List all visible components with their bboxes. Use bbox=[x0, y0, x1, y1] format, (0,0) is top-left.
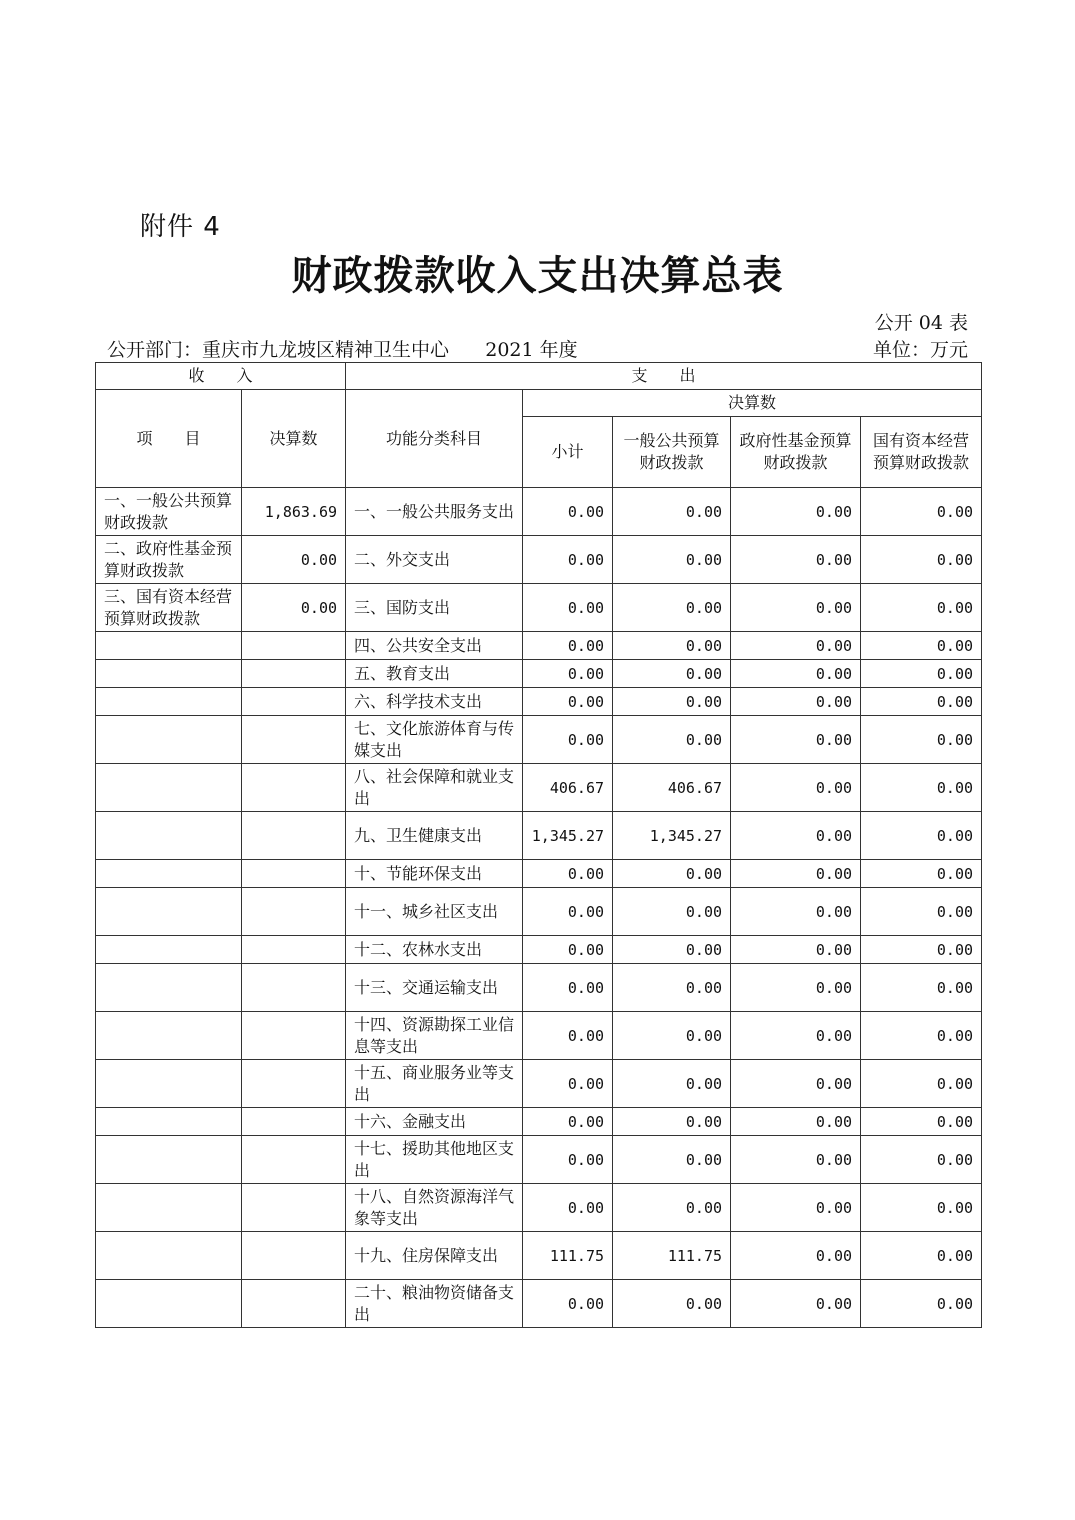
table-row bbox=[96, 764, 982, 812]
subtotal-cell: 0.00 bbox=[523, 860, 613, 888]
subtotal-header: 小计 bbox=[523, 417, 613, 488]
capital-budget-cell: 0.00 bbox=[861, 660, 982, 688]
fund-budget-cell: 0.00 bbox=[731, 660, 861, 688]
general-budget-cell: 0.00 bbox=[613, 964, 731, 1012]
table-row bbox=[96, 584, 982, 632]
function-item-cell: 十六、金融支出 bbox=[346, 1108, 523, 1136]
income-item-cell: 二、政府性基金预算财政拨款 bbox=[96, 536, 242, 584]
income-item-cell bbox=[96, 964, 242, 1012]
subtotal-cell: 111.75 bbox=[523, 1232, 613, 1280]
function-item-cell: 七、文化旅游体育与传媒支出 bbox=[346, 716, 523, 764]
general-budget-cell: 0.00 bbox=[613, 584, 731, 632]
fund-budget-cell: 0.00 bbox=[731, 860, 861, 888]
income-item-cell bbox=[96, 688, 242, 716]
fund-budget-cell: 0.00 bbox=[731, 964, 861, 1012]
table-row bbox=[96, 1108, 982, 1136]
income-item-cell bbox=[96, 860, 242, 888]
function-item-cell: 四、公共安全支出 bbox=[346, 632, 523, 660]
fund-budget-cell: 0.00 bbox=[731, 888, 861, 936]
fund-budget-cell: 0.00 bbox=[731, 1280, 861, 1328]
capital-budget-cell: 0.00 bbox=[861, 1060, 982, 1108]
function-header: 功能分类科目 bbox=[346, 390, 523, 488]
subtotal-cell: 0.00 bbox=[523, 488, 613, 536]
subtotal-cell: 1,345.27 bbox=[523, 812, 613, 860]
function-item-cell: 十四、资源勘探工业信息等支出 bbox=[346, 1012, 523, 1060]
table-row bbox=[96, 1184, 982, 1232]
fund-budget-cell: 0.00 bbox=[731, 716, 861, 764]
general-budget-cell: 0.00 bbox=[613, 1184, 731, 1232]
income-amount-cell: 1,863.69 bbox=[242, 488, 346, 536]
form-number: 公开 04 表 bbox=[874, 312, 968, 334]
function-item-cell: 十五、商业服务业等支出 bbox=[346, 1060, 523, 1108]
fund-budget-cell: 0.00 bbox=[731, 764, 861, 812]
general-budget-cell: 0.00 bbox=[613, 660, 731, 688]
income-item-cell bbox=[96, 1060, 242, 1108]
subtotal-cell: 0.00 bbox=[523, 1108, 613, 1136]
function-item-cell: 二、外交支出 bbox=[346, 536, 523, 584]
capital-budget-cell: 0.00 bbox=[861, 1108, 982, 1136]
function-item-cell: 二十、粮油物资储备支出 bbox=[346, 1280, 523, 1328]
income-amount-cell bbox=[242, 1136, 346, 1184]
fund-budget-cell: 0.00 bbox=[731, 1184, 861, 1232]
general-budget-cell: 0.00 bbox=[613, 716, 731, 764]
table-row bbox=[96, 1232, 982, 1280]
fund-budget-cell: 0.00 bbox=[731, 812, 861, 860]
income-amount-cell: 0.00 bbox=[242, 584, 346, 632]
general-budget-cell: 0.00 bbox=[613, 1060, 731, 1108]
subtotal-cell: 0.00 bbox=[523, 584, 613, 632]
function-item-cell: 六、科学技术支出 bbox=[346, 688, 523, 716]
subtotal-cell: 0.00 bbox=[523, 1136, 613, 1184]
fund-budget-cell: 0.00 bbox=[731, 488, 861, 536]
function-item-cell: 十二、农林水支出 bbox=[346, 936, 523, 964]
table-row bbox=[96, 936, 982, 964]
subtotal-cell: 0.00 bbox=[523, 1280, 613, 1328]
table-row bbox=[96, 1060, 982, 1108]
income-amount-cell bbox=[242, 964, 346, 1012]
general-budget-cell: 0.00 bbox=[613, 936, 731, 964]
capital-budget-cell: 0.00 bbox=[861, 888, 982, 936]
general-budget-cell: 0.00 bbox=[613, 688, 731, 716]
income-item-cell bbox=[96, 1280, 242, 1328]
capital-budget-cell: 0.00 bbox=[861, 488, 982, 536]
income-item-cell bbox=[96, 1232, 242, 1280]
function-item-cell: 十八、自然资源海洋气象等支出 bbox=[346, 1184, 523, 1232]
capital-budget-cell: 0.00 bbox=[861, 1280, 982, 1328]
capital-budget-cell: 0.00 bbox=[861, 1232, 982, 1280]
general-budget-cell: 0.00 bbox=[613, 1136, 731, 1184]
income-amount-cell bbox=[242, 1012, 346, 1060]
income-amount-cell bbox=[242, 716, 346, 764]
unit-label: 单位：万元 bbox=[872, 339, 968, 361]
department-line: 公开部门：重庆市九龙坡区精神卫生中心 2021 年度 bbox=[107, 339, 578, 361]
subtotal-cell: 0.00 bbox=[523, 688, 613, 716]
capital-budget-cell: 0.00 bbox=[861, 632, 982, 660]
subtotal-cell: 0.00 bbox=[523, 936, 613, 964]
subtotal-cell: 0.00 bbox=[523, 1184, 613, 1232]
general-budget-cell: 406.67 bbox=[613, 764, 731, 812]
subtotal-cell: 0.00 bbox=[523, 536, 613, 584]
income-amount-cell: 0.00 bbox=[242, 536, 346, 584]
function-item-cell: 十九、住房保障支出 bbox=[346, 1232, 523, 1280]
income-item-cell bbox=[96, 1012, 242, 1060]
final-header: 决算数 bbox=[523, 390, 982, 417]
fund-budget-cell: 0.00 bbox=[731, 1232, 861, 1280]
subtotal-cell: 0.00 bbox=[523, 964, 613, 1012]
general-budget-cell: 0.00 bbox=[613, 888, 731, 936]
fund-budget-cell: 0.00 bbox=[731, 584, 861, 632]
subtotal-cell: 0.00 bbox=[523, 1012, 613, 1060]
amount-header: 决算数 bbox=[242, 390, 346, 488]
income-amount-cell bbox=[242, 936, 346, 964]
income-amount-cell bbox=[242, 860, 346, 888]
table-row bbox=[96, 536, 982, 584]
function-item-cell: 十、节能环保支出 bbox=[346, 860, 523, 888]
general-budget-cell: 0.00 bbox=[613, 536, 731, 584]
general-budget-cell: 0.00 bbox=[613, 488, 731, 536]
subtotal-cell: 406.67 bbox=[523, 764, 613, 812]
fund-budget-header: 政府性基金预算财政拨款 bbox=[731, 417, 861, 488]
function-item-cell: 五、教育支出 bbox=[346, 660, 523, 688]
table-row bbox=[96, 1012, 982, 1060]
income-amount-cell bbox=[242, 1184, 346, 1232]
capital-budget-cell: 0.00 bbox=[861, 860, 982, 888]
table-row bbox=[96, 964, 982, 1012]
general-budget-cell: 0.00 bbox=[613, 1012, 731, 1060]
capital-budget-cell: 0.00 bbox=[861, 1136, 982, 1184]
function-item-cell: 三、国防支出 bbox=[346, 584, 523, 632]
income-amount-cell bbox=[242, 764, 346, 812]
subtotal-cell: 0.00 bbox=[523, 632, 613, 660]
capital-budget-cell: 0.00 bbox=[861, 584, 982, 632]
income-amount-cell bbox=[242, 660, 346, 688]
income-amount-cell bbox=[242, 1280, 346, 1328]
general-budget-cell: 0.00 bbox=[613, 632, 731, 660]
table-row bbox=[96, 860, 982, 888]
function-item-cell: 十一、城乡社区支出 bbox=[346, 888, 523, 936]
item-header: 项 目 bbox=[96, 390, 242, 488]
income-item-cell: 三、国有资本经营预算财政拨款 bbox=[96, 584, 242, 632]
attachment-label: 附件 4 bbox=[140, 212, 221, 242]
subtotal-cell: 0.00 bbox=[523, 716, 613, 764]
income-item-cell bbox=[96, 1184, 242, 1232]
table-row bbox=[96, 488, 982, 536]
capital-budget-header: 国有资本经营预算财政拨款 bbox=[861, 417, 982, 488]
table-row bbox=[96, 888, 982, 936]
income-amount-cell bbox=[242, 1232, 346, 1280]
capital-budget-cell: 0.00 bbox=[861, 936, 982, 964]
capital-budget-cell: 0.00 bbox=[861, 1012, 982, 1060]
income-amount-cell bbox=[242, 1108, 346, 1136]
income-item-cell bbox=[96, 888, 242, 936]
general-budget-cell: 111.75 bbox=[613, 1232, 731, 1280]
income-item-cell bbox=[96, 812, 242, 860]
fund-budget-cell: 0.00 bbox=[731, 1136, 861, 1184]
income-item-cell bbox=[96, 660, 242, 688]
income-item-cell bbox=[96, 1108, 242, 1136]
general-budget-cell: 0.00 bbox=[613, 860, 731, 888]
table-row bbox=[96, 716, 982, 764]
function-item-cell: 十三、交通运输支出 bbox=[346, 964, 523, 1012]
fund-budget-cell: 0.00 bbox=[731, 1060, 861, 1108]
fund-budget-cell: 0.00 bbox=[731, 632, 861, 660]
header-row-1 bbox=[96, 363, 982, 390]
table-row bbox=[96, 1136, 982, 1184]
function-item-cell: 九、卫生健康支出 bbox=[346, 812, 523, 860]
general-budget-header: 一般公共预算财政拨款 bbox=[613, 417, 731, 488]
general-budget-cell: 0.00 bbox=[613, 1280, 731, 1328]
capital-budget-cell: 0.00 bbox=[861, 812, 982, 860]
expense-header: 支 出 bbox=[346, 363, 982, 390]
income-item-cell: 一、一般公共预算财政拨款 bbox=[96, 488, 242, 536]
capital-budget-cell: 0.00 bbox=[861, 716, 982, 764]
income-amount-cell bbox=[242, 632, 346, 660]
subtotal-cell: 0.00 bbox=[523, 888, 613, 936]
general-budget-cell: 1,345.27 bbox=[613, 812, 731, 860]
header-row-2 bbox=[96, 390, 982, 417]
income-amount-cell bbox=[242, 1060, 346, 1108]
table-row bbox=[96, 660, 982, 688]
function-item-cell: 一、一般公共服务支出 bbox=[346, 488, 523, 536]
income-item-cell bbox=[96, 936, 242, 964]
fund-budget-cell: 0.00 bbox=[731, 936, 861, 964]
capital-budget-cell: 0.00 bbox=[861, 536, 982, 584]
budget-table bbox=[95, 362, 982, 1328]
income-item-cell bbox=[96, 1136, 242, 1184]
table-row bbox=[96, 632, 982, 660]
fund-budget-cell: 0.00 bbox=[731, 536, 861, 584]
function-item-cell: 十七、援助其他地区支出 bbox=[346, 1136, 523, 1184]
income-amount-cell bbox=[242, 688, 346, 716]
capital-budget-cell: 0.00 bbox=[861, 964, 982, 1012]
income-item-cell bbox=[96, 716, 242, 764]
page-title: 财政拨款收入支出决算总表 bbox=[291, 252, 784, 299]
income-header: 收 入 bbox=[96, 363, 346, 390]
subtotal-cell: 0.00 bbox=[523, 660, 613, 688]
income-amount-cell bbox=[242, 812, 346, 860]
table-row bbox=[96, 1280, 982, 1328]
fund-budget-cell: 0.00 bbox=[731, 1012, 861, 1060]
table-row bbox=[96, 812, 982, 860]
income-item-cell bbox=[96, 632, 242, 660]
fund-budget-cell: 0.00 bbox=[731, 688, 861, 716]
capital-budget-cell: 0.00 bbox=[861, 1184, 982, 1232]
income-amount-cell bbox=[242, 888, 346, 936]
table-row bbox=[96, 688, 982, 716]
subtotal-cell: 0.00 bbox=[523, 1060, 613, 1108]
general-budget-cell: 0.00 bbox=[613, 1108, 731, 1136]
capital-budget-cell: 0.00 bbox=[861, 688, 982, 716]
function-item-cell: 八、社会保障和就业支出 bbox=[346, 764, 523, 812]
capital-budget-cell: 0.00 bbox=[861, 764, 982, 812]
fund-budget-cell: 0.00 bbox=[731, 1108, 861, 1136]
income-item-cell bbox=[96, 764, 242, 812]
